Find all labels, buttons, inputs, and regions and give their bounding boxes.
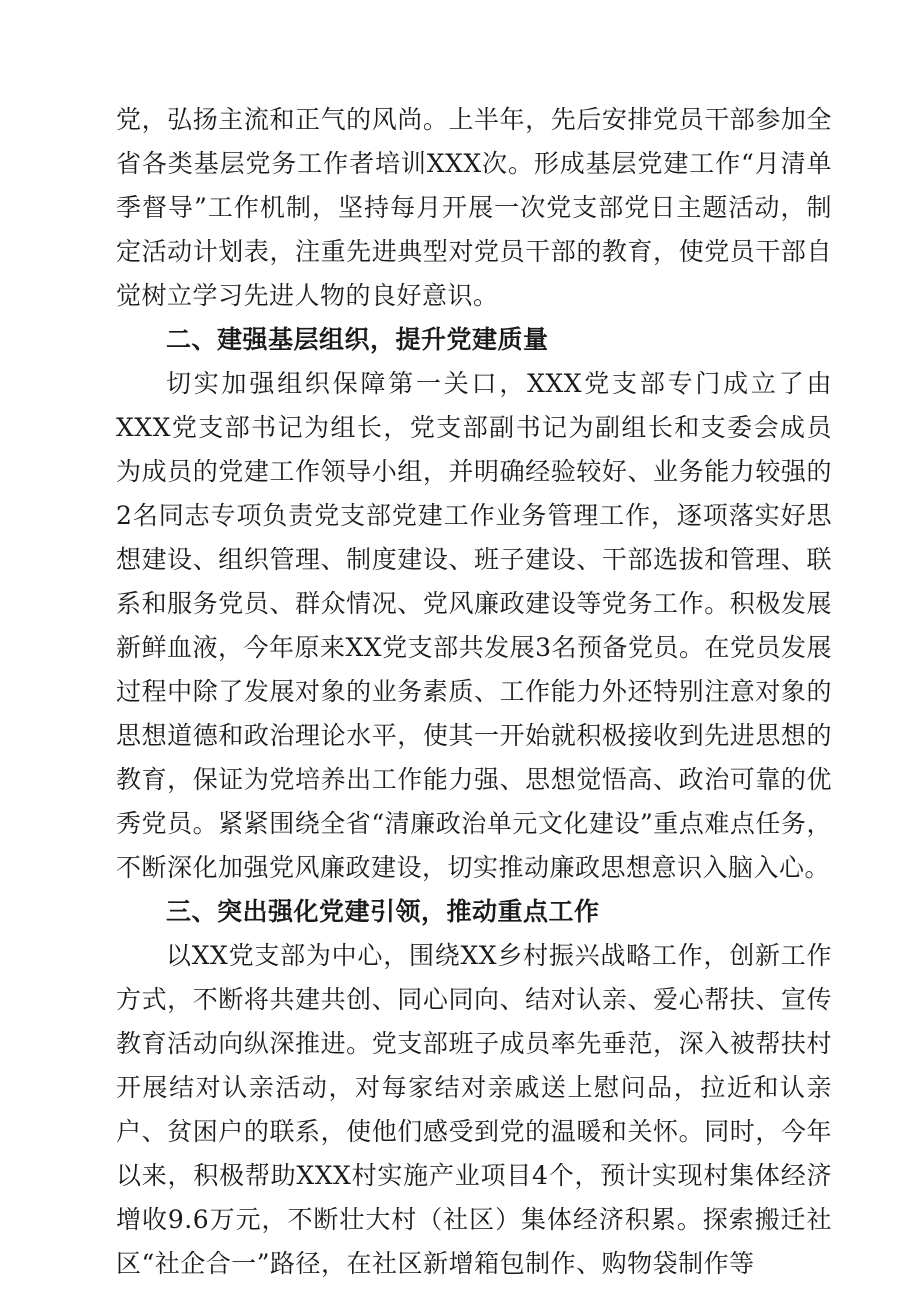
paragraph-section-2: 切实加强组织保障第一关口，XXX党支部专门成立了由XXX党支部书记为组长，党支部副书记为副组长和支委会成员为成员的党建工作领导小组，并明确经验较好、业务能力较强的2名同志专项负责党支部党建工作业务管理工作，逐项落实好思想建设、组织管理、制度建设、班子建设、干部选拔和管理、联系和服务党员、群众情况、党风廉政建设等党务工作。积极发展新鲜血液，今年原来XX党支部共发展3名预备党员。在党员发展过程中除了发展对象的业务素质、工作能力外还特别注意对象的思想道德和政治理论水平，使其一开始就积极接收到先进思想的教育，保证为党培养出工作能力强、思想觉悟高、政治可靠的优秀党员。紧紧围绕全省“清廉政治单元文化建设”重点难点任务，不断深化加强党风廉政建设，切实推动廉政思想意识入脑入心。 <box>116 369 833 882</box>
paragraph-section-3: 以XX党支部为中心，围绕XX乡村振兴战略工作，创新工作方式，不断将共建共创、同心同向、结对认亲、爱心帮扶、宣传教育活动向纵深推进。党支部班子成员率先垂范，深入被帮扶村开展结对认亲活动，对每家结对亲戚送上慰问品，拉近和认亲户、贫困户的联系，使他们感受到党的温暖和关怀。同时，今年以来，积极帮助XXX村实施产业项目4个，预计实现村集体经济增收9.6万元，不断壮大村（社区）集体经济积累。探索搬迁社区“社企合一”路径，在社区新增箱包制作、购物袋制作等 <box>116 941 832 1278</box>
section-heading-3: 三、突出强化党建引领，推动重点工作 <box>166 897 600 926</box>
document-body <box>116 98 832 1286</box>
paragraph-continued: 党，弘扬主流和正气的风尚。上半年，先后安排党员干部参加全省各类基层党务工作者培训XXX次。形成基层党建工作“月清单季督导”工作机制，坚持每月开展一次党支部党日主题活动，制定活动计划表，注重先进典型对党员干部的教育，使党员干部自觉树立学习先进人物的良好意识。 <box>116 105 832 310</box>
section-heading-2: 二、建强基层组织，提升党建质量 <box>166 325 549 354</box>
